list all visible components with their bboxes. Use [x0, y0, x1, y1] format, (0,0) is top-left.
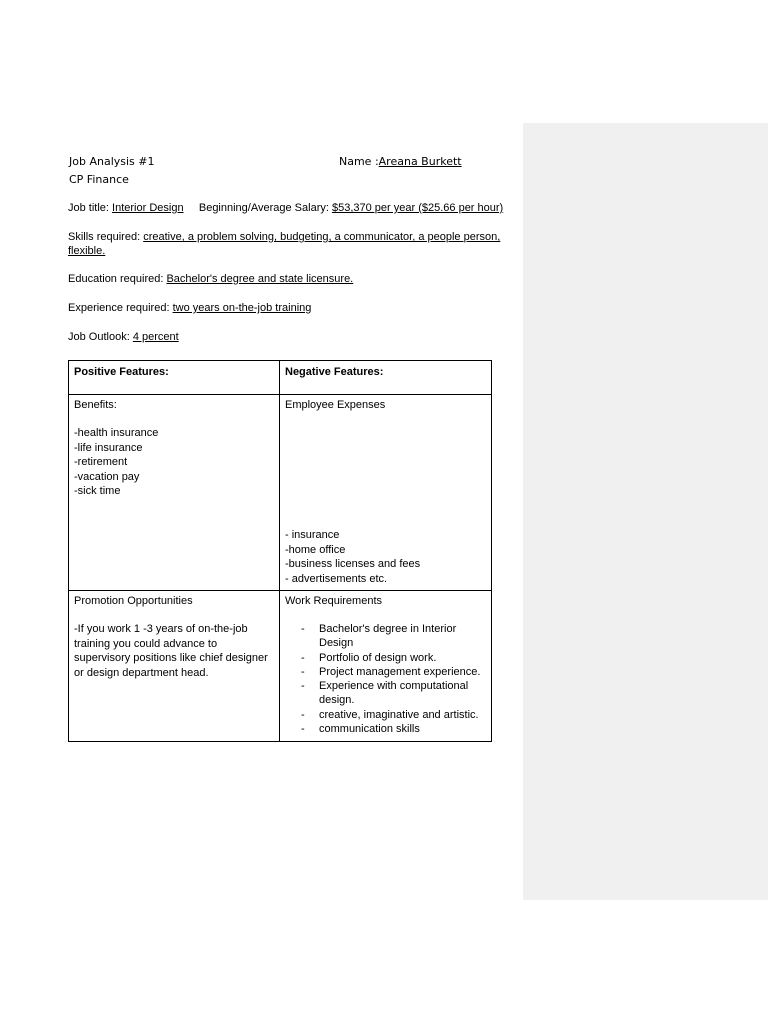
requirements-cell: [280, 591, 492, 742]
comment-margin-panel: [523, 123, 768, 900]
list-item: [285, 679, 486, 708]
requirements-list: [285, 622, 486, 736]
dash-bullet: -: [301, 680, 305, 693]
promotion-title: Promotion Opportunities: [74, 595, 193, 607]
dash-bullet: -: [301, 651, 305, 664]
expenses-list: [285, 528, 486, 586]
education-line: [68, 273, 353, 285]
list-item: -business licenses and fees: [285, 558, 421, 570]
positive-header: Positive Features:: [69, 361, 280, 395]
skills-line: [68, 231, 500, 243]
analysis-label: Job Analysis #1: [69, 155, 155, 168]
list-item: - insurance: [285, 529, 340, 541]
skills-value-line1: creative, a problem solving, budgeting, a communicator, a people person,: [143, 231, 501, 243]
list-item: -sick time: [74, 485, 121, 497]
list-item-text: Experience with computational design.: [319, 680, 469, 707]
list-item-text: Project management experience.: [319, 665, 481, 678]
experience-line: [68, 302, 311, 314]
job-title-value: Interior Design: [112, 202, 184, 214]
list-item: -retirement: [74, 456, 128, 468]
skills-line-2: [68, 245, 105, 257]
job-title-label: Job title:: [68, 202, 109, 214]
experience-value: two years on-the-job training: [172, 302, 312, 314]
name-prefix: Name :: [339, 155, 379, 168]
promotion-text: -If you work 1 -3 years of on-the-job training you could advance to supervisory positions like chief designer or design department head.: [74, 623, 268, 679]
list-item: [285, 722, 486, 736]
dash-bullet: -: [301, 708, 305, 721]
student-name: [339, 155, 462, 168]
skills-label: Skills required:: [68, 231, 141, 243]
skills-value-line2: flexible.: [68, 245, 106, 257]
benefits-list: [74, 426, 274, 499]
list-item-text: communication skills: [319, 723, 420, 736]
outlook-label: Job Outlook:: [68, 331, 130, 343]
outlook-line: [68, 331, 179, 343]
list-item: [285, 622, 486, 651]
list-item: -life insurance: [74, 441, 143, 454]
list-item: [285, 708, 486, 722]
dash-bullet: -: [301, 723, 305, 736]
promotion-cell: [69, 591, 280, 742]
class-label: CP Finance: [69, 173, 129, 186]
dash-bullet: -: [301, 665, 305, 678]
expenses-title: Employee Expenses: [285, 399, 386, 411]
experience-label: Experience required:: [68, 302, 170, 314]
list-item: [285, 665, 486, 679]
name-value: Areana Burkett: [378, 155, 462, 168]
benefits-cell: [69, 395, 280, 591]
list-item-text: Bachelor's degree in Interior Design: [319, 623, 457, 650]
benefits-title: Benefits:: [74, 399, 117, 411]
list-item-text: creative, imaginative and artistic.: [319, 708, 479, 721]
education-label: Education required:: [68, 273, 164, 285]
list-item: [285, 651, 486, 665]
list-item: -home office: [285, 543, 346, 556]
outlook-value: 4 percent: [132, 331, 179, 343]
expenses-cell: [280, 395, 492, 591]
table-row: [69, 395, 492, 591]
list-item: -vacation pay: [74, 470, 140, 483]
table-header-row: [69, 361, 492, 395]
features-table: [68, 360, 492, 742]
education-value: Bachelor's degree and state licensure.: [166, 273, 354, 285]
salary-value: $53,370 per year ($25.66 per hour): [331, 202, 504, 214]
dash-bullet: -: [301, 623, 305, 635]
list-item-text: Portfolio of design work.: [319, 651, 437, 664]
job-title-line: [68, 202, 503, 214]
salary-label: Beginning/Average Salary:: [198, 202, 329, 214]
table-row: [69, 591, 492, 742]
list-item: - advertisements etc.: [285, 572, 388, 585]
list-item: -health insurance: [74, 427, 159, 439]
negative-header: Negative Features:: [280, 361, 492, 395]
requirements-title: Work Requirements: [285, 595, 382, 607]
